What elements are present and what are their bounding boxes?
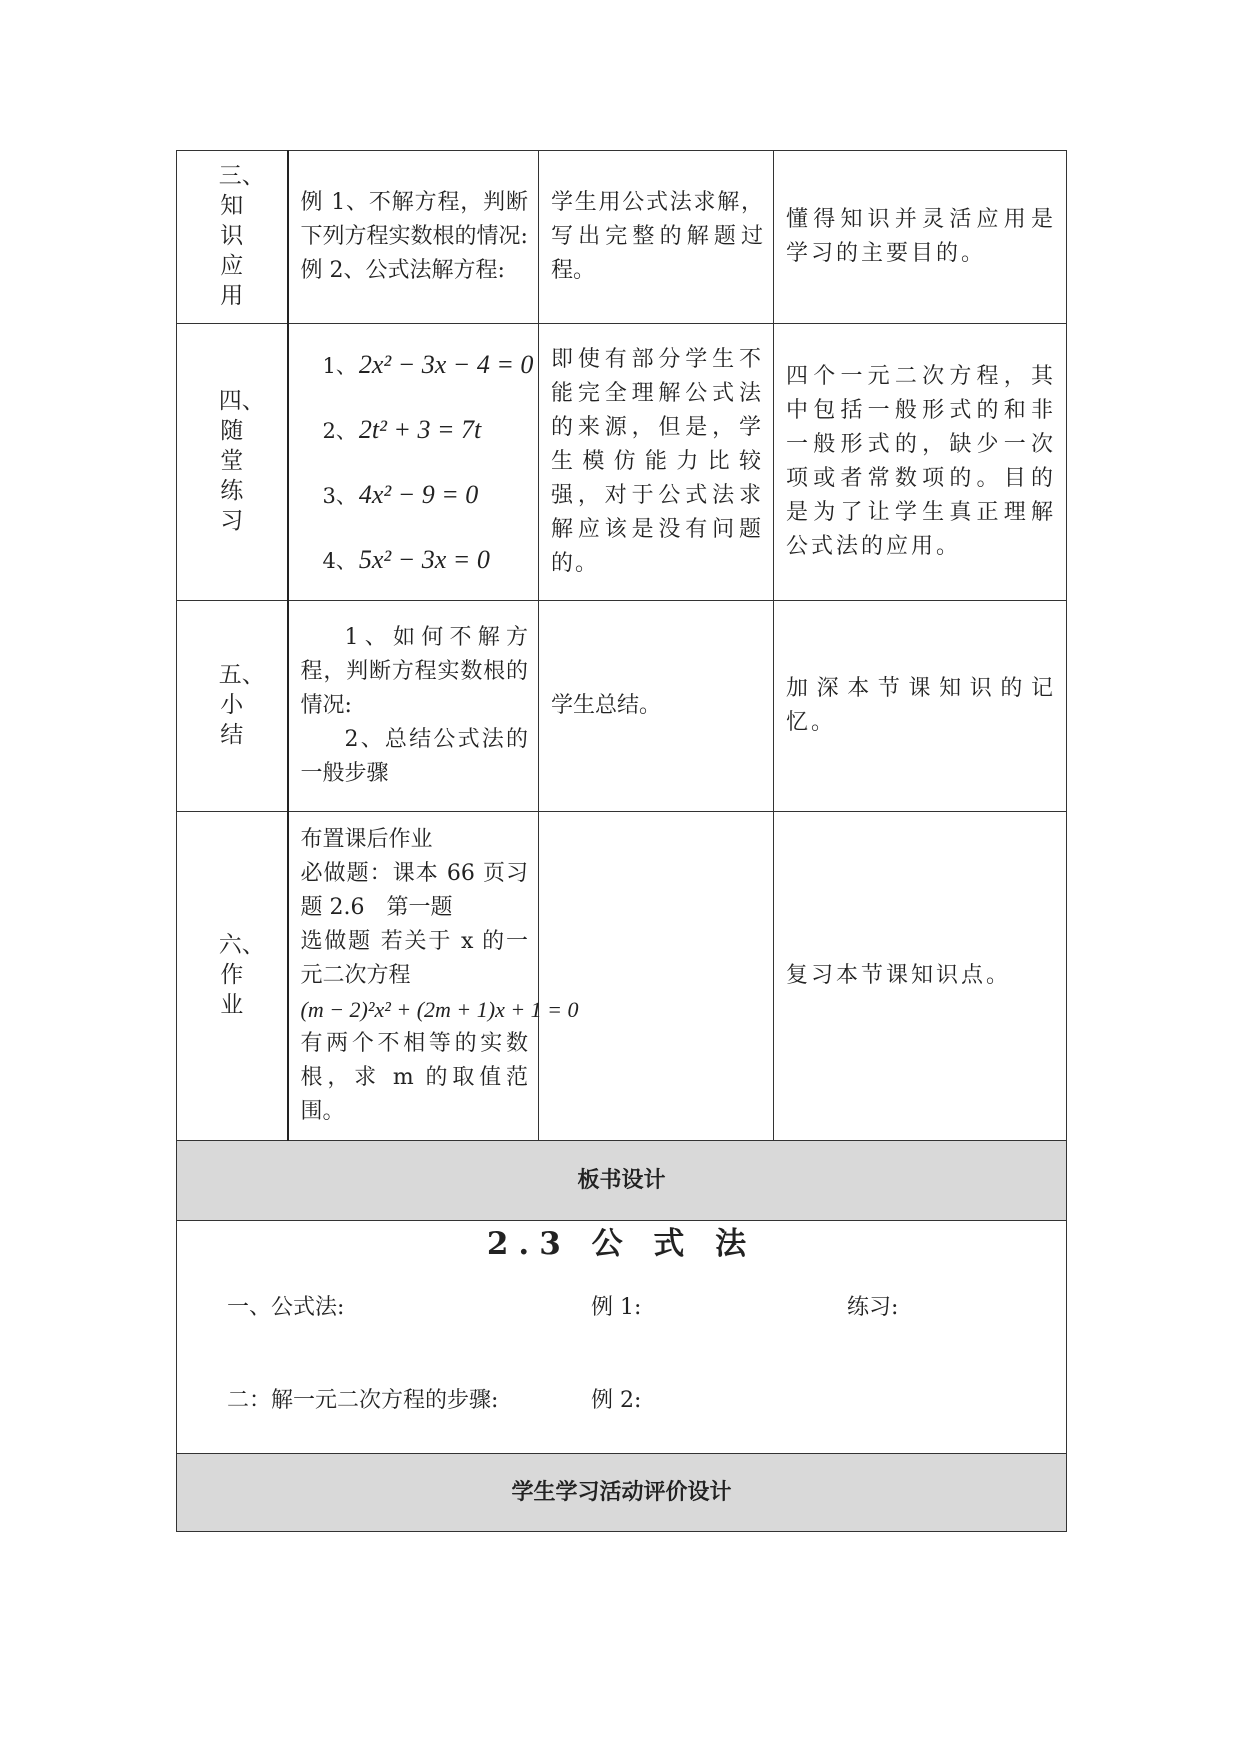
student-activity-cell — [539, 812, 774, 1141]
purpose-cell — [774, 151, 1067, 324]
row-practice — [177, 324, 1067, 601]
content-line: 布置课后作业 — [300, 827, 433, 852]
content-line: 选做题 若关于 x 的一元二次方程 — [300, 929, 528, 988]
board-title: 2.3 公 式 法 — [486, 1226, 757, 1262]
purpose-cell — [774, 324, 1067, 601]
evaluation-header: 学生学习活动评价设计 — [177, 1454, 1067, 1532]
board-design-header-row — [177, 1141, 1067, 1221]
student-activity-text: 学生用公式法求解，写出完整的解题过程。 — [551, 190, 763, 283]
homework-equation: (m − 2)²x² + (2m + 1)x + 1 = 0 — [300, 997, 579, 1022]
content-line: 1、如何不解方程，判断方程实数根的情况: — [300, 625, 528, 718]
board-content — [177, 1221, 1067, 1454]
content-line: 2、总结公式法的一般步骤 — [300, 727, 528, 786]
equation-text: 2t² + 3 = 7t — [358, 415, 482, 444]
stage-cell — [177, 151, 288, 324]
row-homework — [177, 812, 1067, 1141]
purpose-text: 复习本节课知识点。 — [786, 963, 1012, 988]
stage-label: 五、小结 — [218, 661, 265, 748]
evaluation-header-row — [177, 1454, 1067, 1532]
equations-cell — [288, 324, 539, 601]
stage-cell — [177, 812, 288, 1141]
board-example-2: 例 2: — [591, 1388, 642, 1413]
equation-item — [323, 462, 529, 527]
equation-item — [323, 527, 529, 592]
equation-list — [289, 332, 534, 592]
content-line: 例 1、不解方程，判断下列方程实数根的情况: — [300, 190, 528, 249]
purpose-text: 加深本节课知识的记忆。 — [786, 676, 1056, 735]
student-activity-cell — [539, 151, 774, 324]
student-activity-text: 学生总结。 — [551, 693, 662, 718]
equation-item — [323, 397, 529, 462]
lesson-plan-table — [176, 150, 1067, 1532]
board-content-row — [177, 1221, 1067, 1454]
board-example-1: 例 1: — [591, 1295, 642, 1320]
content-cell — [288, 601, 539, 812]
board-steps: 二：解一元二次方程的步骤: — [227, 1388, 499, 1413]
content-line: 有两个不相等的实数根，求 m 的取值范围。 — [300, 1031, 528, 1124]
board-practice: 练习: — [847, 1295, 899, 1320]
content-line: 必做题：课本 66 页习题 2.6 第一题 — [300, 861, 528, 920]
equation-text: 2x² − 3x − 4 = 0 — [358, 350, 534, 379]
equation-item — [322, 332, 534, 397]
board-formula-method: 一、公式法: — [227, 1295, 345, 1320]
stage-cell — [177, 601, 288, 812]
equation-text: 4x² − 9 = 0 — [358, 480, 479, 509]
purpose-cell — [774, 601, 1067, 812]
equation-text: 5x² − 3x = 0 — [358, 545, 490, 574]
row-summary — [177, 601, 1067, 812]
equation-number: 1、 — [322, 354, 357, 378]
content-cell — [288, 812, 579, 1141]
student-activity-text: 即使有部分学生不能完全理解公式法的来源，但是，学生模仿能力比较强，对于公式法求解应该是没有问题的。 — [551, 347, 763, 576]
equation-number: 2、 — [322, 419, 357, 443]
content-cell — [288, 151, 539, 324]
purpose-cell — [774, 812, 1067, 1141]
board-design-header: 板书设计 — [177, 1141, 1067, 1221]
stage-cell — [177, 324, 288, 601]
student-activity-cell — [539, 601, 774, 812]
student-activity-cell — [539, 324, 774, 601]
stage-label: 六、作业 — [218, 931, 265, 1018]
equation-number: 4、 — [322, 549, 357, 573]
content-line: 例 2、公式法解方程: — [300, 258, 505, 283]
row-knowledge-application — [177, 151, 1067, 324]
purpose-text: 懂得知识并灵活应用是学习的主要目的。 — [786, 207, 1056, 266]
purpose-text: 四个一元二次方程，其中包括一般形式的和非一般形式的，缺少一次项或者常数项的。目的是为了让学生真正理解公式法的应用。 — [786, 364, 1056, 559]
stage-label: 四、随堂练习 — [218, 387, 265, 534]
equation-number: 3、 — [322, 484, 357, 508]
stage-label: 三、知识应用 — [218, 162, 265, 309]
